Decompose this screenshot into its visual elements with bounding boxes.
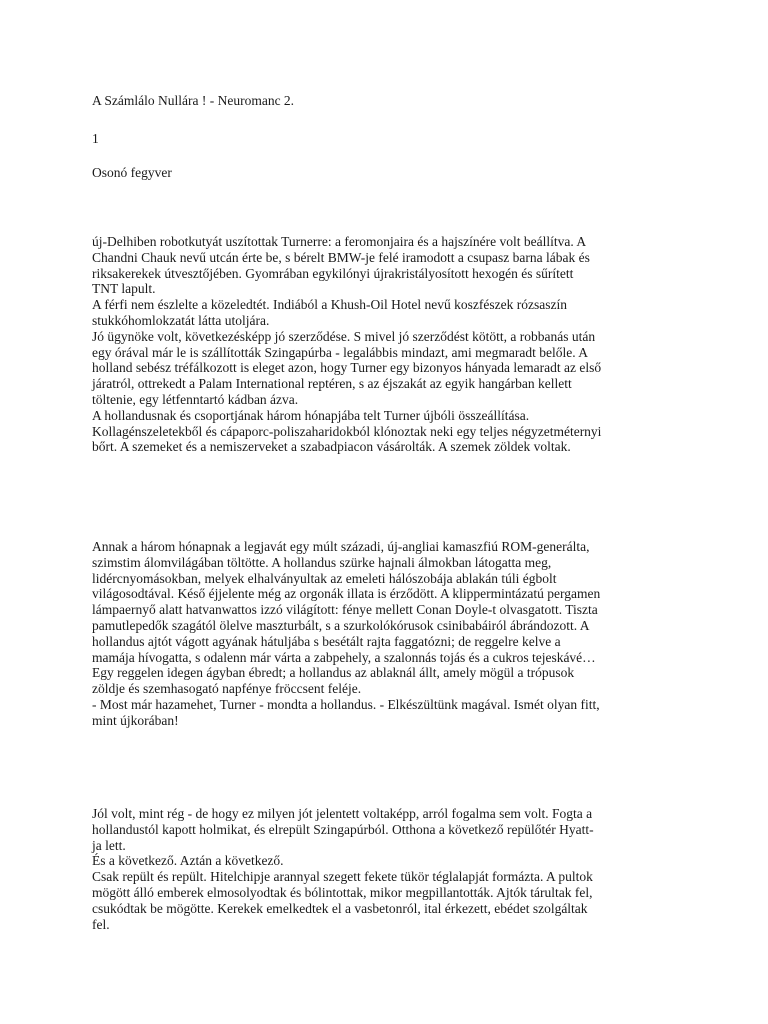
text-line: zöldje és szemhasogató napfénye fröccsent feléje. <box>92 681 362 697</box>
text-line: egy órával már le is szállították Szingapúrba - legalábbis mindazt, ami megmaradt belőle. A <box>92 344 588 360</box>
text-line: A férfi nem észlelte a közeledtét. Indiából a Khush-Oil Hotel nevű koszfészek rózsaszín <box>92 297 567 313</box>
text-line: Csak repült és repült. Hitelchipje arannyal szegett fekete tükör téglalapját formázta. A pultok <box>92 869 593 885</box>
text-line: fel. <box>92 916 110 932</box>
document-title: A Számlálo Nullára ! - Neuromanc 2. <box>92 93 295 108</box>
chapter-number: 1 <box>92 131 99 146</box>
chapter-title: Osonó fegyver <box>92 165 172 180</box>
text-line: Jó ügynöke volt, következésképp jó szerződése. S mivel jó szerződést kötött, a robbanás után <box>92 328 596 344</box>
text-line: töltenie, egy létfenntartó kádban ázva. <box>92 391 299 407</box>
text-line: lámpaernyő alatt hatvanwattos izzó világított: fénye mellett Conan Doyle-t olvasgatott. Tiszta <box>92 602 598 618</box>
text-line: hollandus ajtót vágott agyának hátuljába s besétált rajta faggatózni; de reggelre kelve a <box>92 633 561 649</box>
text-line: ja lett. <box>92 837 126 853</box>
text-line: mögött álló emberek elmosolyodtak és bólintottak, mikor megpillantották. Ajtók tárultak fel, <box>92 884 593 900</box>
text-line: Annak a három hónapnak a legjavát egy múlt századi, új-angliai kamaszfiú ROM-generálta, <box>92 539 590 554</box>
text-line: hollandustól kapott holmikat, és elrepült Szingapúrból. Otthona a következő repülőtér Hyatt- <box>92 821 594 837</box>
text-line: lidércnyomásokban, melyek elhalványultak az emeleti hálószobája ablakán túli égbolt <box>92 570 557 586</box>
text-line: Chandni Chauk nevű utcán érte be, s bérelt BMW-je felé iramodott a csupasz barna lábak és <box>92 249 590 265</box>
text-line: holland sebész tréfálkozott is eleget azon, hogy Turner egy bizonyos hányada lemaradt az első <box>92 360 602 376</box>
text-line: - Most már hazamehet, Turner - mondta a hollandus. - Elkészültünk magával. Ismét olyan fitt, <box>92 696 600 712</box>
text-line: Kollagénszeletekből és cápaporc-poliszaharidokból klónoztak neki egy teljes négyzetméternyi <box>92 423 602 439</box>
text-line: járatról, ottrekedt a Palam International reptéren, s az éjszakát az egyik hangárban kellett <box>92 376 572 392</box>
text-section-1 <box>92 234 692 455</box>
text-line: szimstim álomvilágában töltötte. A hollandus szürke hajnali álmokban látogatta meg, <box>92 554 552 570</box>
text-line: stukkóhomlokzatát látta utoljára. <box>92 312 270 328</box>
text-line: És a következő. Aztán a következő. <box>92 853 284 869</box>
text-line: Jól volt, mint rég - de hogy ez milyen jót jelentett voltaképp, arról fogalma sem volt. Fogta a <box>92 806 593 821</box>
text-line: bőrt. A szemeket és a nemiszerveket a szabadpiacon vásárolták. A szemek zöldek voltak. <box>92 439 571 455</box>
text-line: mamája hívogatta, s odalenn már várta a zabpehely, a szalonnás tojás és a cukros tejeskávé… <box>92 649 596 665</box>
text-line: TNT lapult. <box>92 281 156 297</box>
text-line: mint újkorában! <box>92 712 179 728</box>
text-line: Egy reggelen idegen ágyban ébredt; a hollandus az ablaknál állt, amely mögül a trópusok <box>92 665 575 681</box>
text-line: riksakerekek útvesztőjében. Gyomrában egykilónyi újrakristályosított hexogén és sűrített <box>92 265 574 281</box>
text-line: A hollandusnak és csoportjának három hónapjába telt Turner újbóli összeállítása. <box>92 407 530 423</box>
text-line: új-Delhiben robotkutyát uszítottak Turnerre: a feromonjaira és a hajszínére volt beállítva. A <box>92 234 587 249</box>
text-section-3 <box>92 806 692 932</box>
text-line: világosodtával. Késő éjjelente még az orgonák illata is érződött. A klippermintázatú pergamen <box>92 586 601 602</box>
text-line: pamutlepedők szagától ölelve maszturbált, s a szurkolókórusok csinibabáiról ábrándozott. A <box>92 617 590 633</box>
text-line: csukódtak be mögötte. Kerekek emelkedtek el a vasbetonról, ital érkezett, ebédet szolgáltak <box>92 900 588 916</box>
text-section-2 <box>92 539 692 729</box>
